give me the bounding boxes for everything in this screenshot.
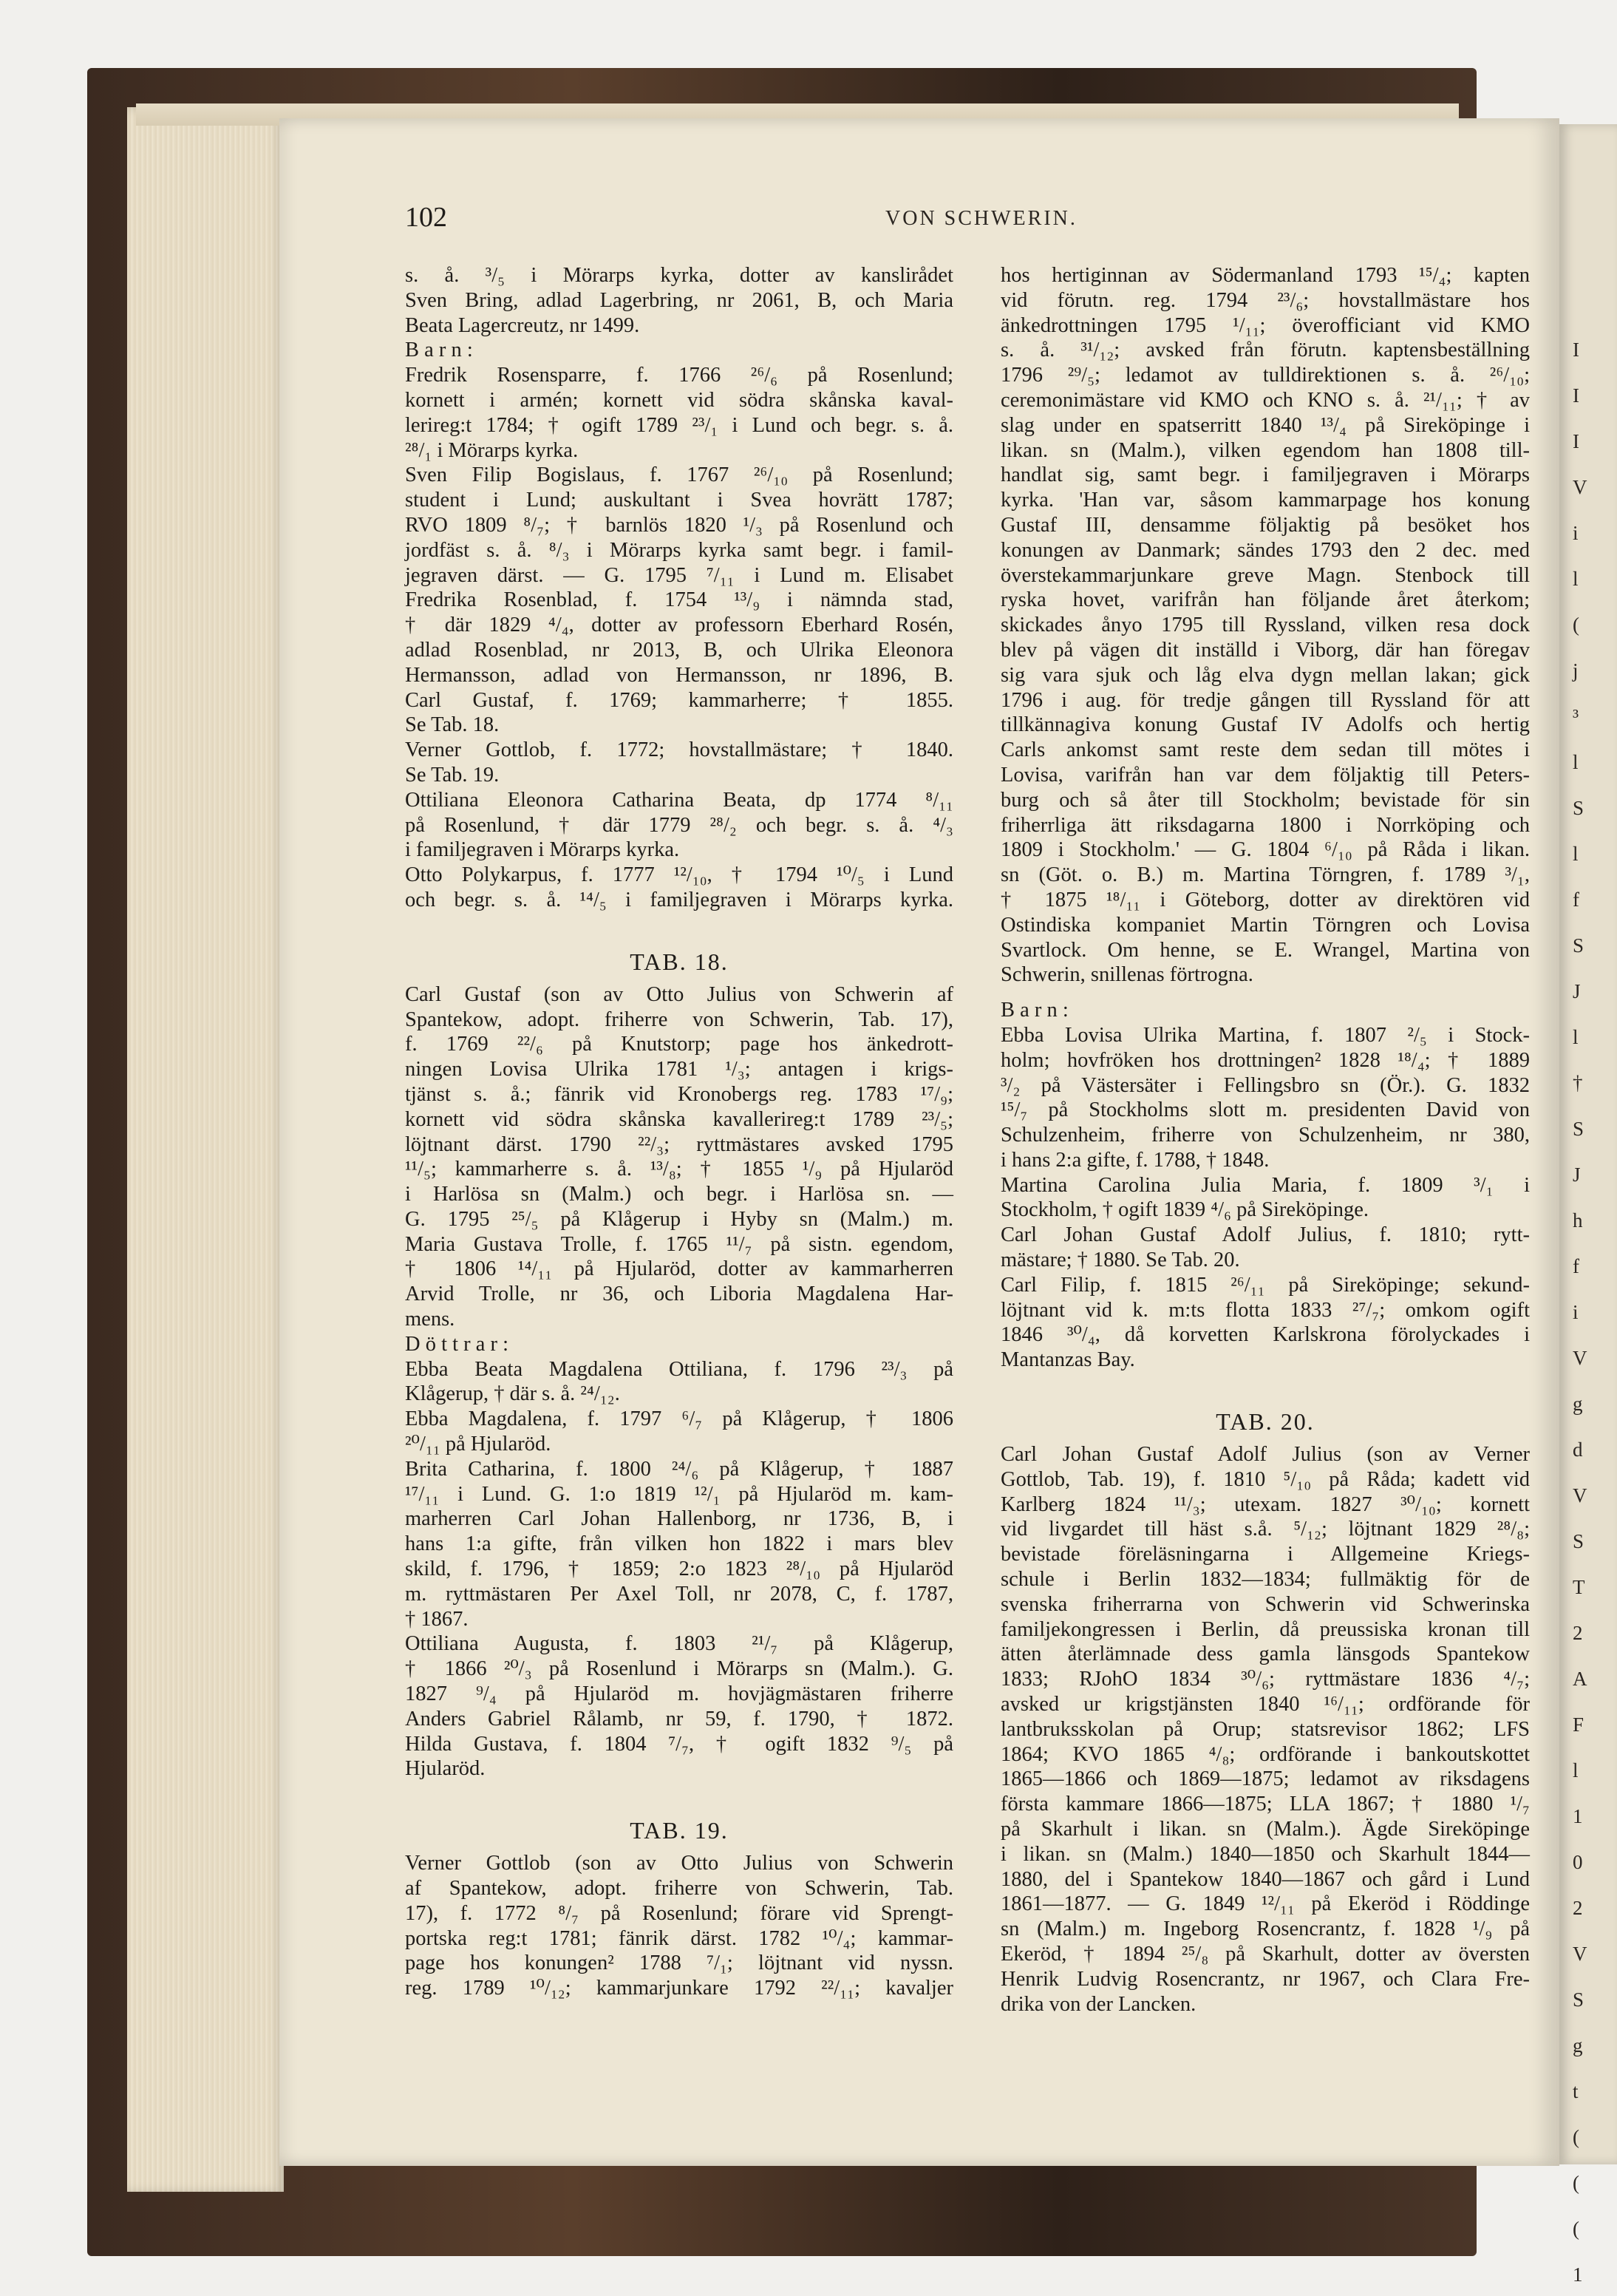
right-column-text-line: burg och så åter till Stockholm; bevistade för sin — [1001, 788, 1530, 812]
right-column-text-line: 1796 i aug. för tredje gången till Ryssland för att — [1001, 688, 1530, 712]
table-heading: TAB. 19. — [630, 1817, 729, 1844]
left-column-text-line: s. å. ³/₅ i Mörarps kyrka, dotter av kanslirådet — [405, 264, 953, 287]
left-column-text-line: Hermansson, adlad von Hermansson, nr 1896, B. — [405, 663, 953, 687]
left-column-text-line: Carl Gustaf (son av Otto Julius von Schwerin af — [405, 982, 953, 1006]
left-column-text-line: Otto Polykarpus, f. 1777 ¹²/₁₀, † 1794 ¹⁰/₅ i Lund — [405, 863, 953, 887]
edge-letter: f — [1573, 889, 1579, 911]
edge-letter: S — [1573, 934, 1584, 957]
left-column-text-line: Verner Gottlob, f. 1772; hovstallmästare; † 1840. — [405, 738, 953, 762]
edge-letter: V — [1573, 1943, 1587, 1965]
right-column-text-line: Henrik Ludvig Rosencrantz, nr 1967, och Clara Fre- — [1001, 1967, 1530, 1991]
edge-letter: I — [1573, 430, 1579, 452]
right-column-text-line: svenska friherrarna von Schwerin vid Schwerinska — [1001, 1592, 1530, 1616]
right-column-text-line: s. å. ³¹/₁₂; avsked från förutn. kaptensbeställning — [1001, 339, 1530, 362]
right-column-text-line: 1833; RJohO 1834 ³⁰/₆; ryttmästare 1836 ⁴/₇; — [1001, 1668, 1530, 1691]
next-page-edge — [1559, 124, 1617, 2286]
left-column-text-line: Arvid Trolle, nr 36, och Liboria Magdalena Har- — [405, 1283, 953, 1306]
right-column-text-line: 1861—1877. — G. 1849 ¹²/₁₁ på Ekeröd i Röddinge — [1001, 1892, 1530, 1916]
right-column-text-line: Stockholm, † ogift 1839 ⁴/₆ på Sireköpinge. — [1001, 1198, 1369, 1222]
right-column-text-line: löjtnant vid k. m:ts flotta 1833 ²⁷/₇; omkom ogift — [1001, 1298, 1530, 1322]
right-column-text-line: lantbruksskolan på Orup; statsrevisor 1862; LFS — [1001, 1717, 1530, 1741]
left-column-text-line: ningen Lovisa Ulrika 1781 ¹/₃; antagen i krigs- — [405, 1058, 953, 1081]
left-column-text-line: portska reg:t 1781; fänrik därst. 1782 ¹⁰/₄; kammar- — [405, 1926, 953, 1950]
edge-letter: V — [1573, 1484, 1587, 1507]
left-column-text-line: och begr. s. å. ¹⁴/₅ i familjegraven i Mörarps kyrka. — [405, 888, 953, 911]
left-column-text-line: jegraven därst. — G. 1795 ⁷/₁₁ i Lund m. Elisabet — [405, 563, 953, 587]
right-column-text-line: 1846 ³⁰/₄, då korvetten Karlskrona förolyckades i — [1001, 1323, 1530, 1347]
edge-letter: J — [1573, 1164, 1581, 1186]
edge-letter: ( — [1573, 2172, 1579, 2194]
left-column-text-line: Se Tab. 19. — [405, 763, 500, 787]
left-column-text-line: Beata Lagercreutz, nr 1499. — [405, 313, 640, 337]
right-column-text-line: överstekammarjunkare greve Magn. Stenbock till — [1001, 563, 1530, 587]
right-column-text-line: Martina Carolina Julia Maria, f. 1809 ³/₁ i — [1001, 1173, 1530, 1197]
right-column-text-line: Ekeröd, † 1894 ²⁵/₈ på Skarhult, dotter av översten — [1001, 1943, 1530, 1966]
section-gap — [405, 913, 953, 941]
edge-letter: S — [1573, 1118, 1584, 1140]
left-column-text-line: † där 1829 ⁴/₄, dotter av professorn Eberhard Rosén, — [405, 614, 953, 637]
right-column-text-line: änkedrottningen 1795 ¹/₁₁; överofficiant vid KMO — [1001, 313, 1530, 337]
edge-letter: V — [1573, 476, 1587, 498]
edge-letter: h — [1573, 1209, 1583, 1232]
page-header — [405, 201, 1528, 237]
page-number: 102 — [405, 202, 447, 233]
left-column-text-line: Sven Filip Bogislaus, f. 1767 ²⁶/₁₀ på Rosenlund; — [405, 463, 953, 487]
edge-letter: l — [1573, 1026, 1579, 1048]
left-column-text-line: adlad Rosenblad, nr 2013, B, och Ulrika Eleonora — [405, 638, 953, 662]
right-column-text-line: blev på vägen dit inställd i Viborg, där han föregav — [1001, 638, 1530, 662]
left-column-text-line: marherren Carl Johan Hallenborg, nr 1736, B, i — [405, 1507, 953, 1531]
right-column-text-line: familjekongressen i Berlin, då preussiska kronan till — [1001, 1617, 1530, 1641]
edge-letter: 1 — [1573, 2263, 1583, 2286]
right-column-text-line: i hans 2:a gifte, f. 1788, † 1848. — [1001, 1148, 1270, 1172]
right-column-text-line: Carl Johan Gustaf Adolf Julius, f. 1810; rytt- — [1001, 1223, 1530, 1247]
left-column-text-line: lerireg:t 1784; † ogift 1789 ²³/₁ i Lund och begr. s. å. — [405, 413, 953, 437]
left-column-text-line: D ö t t r a r : — [405, 1332, 509, 1356]
left-column — [405, 263, 953, 2001]
left-column-text-line: kornett vid södra skånska kavallerireg:t 1789 ²³/₅; — [405, 1107, 953, 1131]
left-column-text-line: i familjegraven i Mörarps kyrka. — [405, 838, 680, 862]
edge-letter: F — [1573, 1713, 1584, 1736]
right-column-text-line: Carl Filip, f. 1815 ²⁶/₁₁ på Sireköpinge; sekund- — [1001, 1273, 1530, 1297]
right-column-text-line: holm; hovfröken hos drottningen² 1828 ¹⁸/₄; † 1889 — [1001, 1048, 1530, 1072]
right-column-text-line: ryska hovet, varifrån han följande året återkom; — [1001, 588, 1530, 612]
left-column-text-line: Hjularöd. — [405, 1757, 486, 1781]
left-column-text-line: kornett i armén; kornett vid södra skånska kaval- — [405, 388, 953, 412]
right-column-text-line: sig vara sjuk och låg elva dygn mellan lakan; gick — [1001, 663, 1530, 687]
right-column-text-line: Svartlock. Om henne, se E. Wrangel, Martina von — [1001, 938, 1530, 962]
edge-letter: † — [1573, 1072, 1583, 1094]
right-column-text-line: slag under en spatserritt 1840 ¹³/₄ på Sireköpinge i — [1001, 413, 1530, 437]
left-column-text-line: Hilda Gustava, f. 1804 ⁷/₇, † ogift 1832 ⁹/₅ på — [405, 1732, 953, 1756]
edge-letter: T — [1573, 1576, 1585, 1598]
right-column-text-line: † 1875 ¹⁸/₁₁ i Göteborg, dotter av direktören vid — [1001, 888, 1530, 911]
right-column-text-line: Schulzenheim, friherre von Schulzenheim, nr 380, — [1001, 1124, 1530, 1147]
left-column-text-line: Fredrika Rosenblad, f. 1754 ¹³/₉ i nämnda stad, — [405, 588, 953, 612]
section-gap — [1001, 1373, 1530, 1401]
edge-letter: A — [1573, 1668, 1587, 1690]
right-column-text-line: ätten återlämnade dess gamla länsgods Spantekow — [1001, 1643, 1530, 1666]
paragraph-gap — [1001, 988, 1530, 998]
edge-letter: d — [1573, 1439, 1583, 1461]
edge-letter: t — [1573, 2080, 1579, 2102]
left-column-text-line: jordfäst s. å. ⁸/₃ i Mörarps kyrka samt begr. i famil- — [405, 538, 953, 562]
left-column-text-line: Brita Catharina, f. 1800 ²⁴/₆ på Klågerup, † 1887 — [405, 1457, 953, 1481]
edge-letter: ( — [1573, 2126, 1579, 2148]
right-column — [1001, 263, 1530, 2017]
right-column-text-line: skickades ånyo 1795 till Ryssland, vilken resa dock — [1001, 614, 1530, 637]
left-column-text-line: Ebba Beata Magdalena Ottiliana, f. 1796 ²³/₃ på — [405, 1357, 953, 1381]
right-column-text-line: 1809 i Stockholm.' — G. 1804 ⁶/₁₀ på Råda i likan. — [1001, 838, 1530, 862]
edge-letter: g — [1573, 1393, 1583, 1415]
right-column-text-line: kyrka. 'Han var, såsom kammarpage hos konung — [1001, 489, 1530, 512]
edge-letter: l — [1573, 751, 1579, 773]
right-column-text-line: B a r n : — [1001, 999, 1069, 1022]
left-column-text-line: Ottiliana Augusta, f. 1803 ²¹/₇ på Klågerup, — [405, 1632, 953, 1656]
right-column-text-line: Ebba Lovisa Ulrika Martina, f. 1807 ²/₅ i Stock- — [1001, 1023, 1530, 1047]
table-heading: TAB. 20. — [1216, 1408, 1315, 1436]
edge-letter: 1 — [1573, 1805, 1583, 1827]
right-column-text-line: ceremonimästare vid KMO och KNO s. å. ²¹/₁₁; † av — [1001, 388, 1530, 412]
left-column-text-line: † 1867. — [405, 1607, 469, 1631]
left-column-text-line: tjänst s. å.; fänrik vid Kronobergs reg. 1783 ¹⁷/₉; — [405, 1082, 953, 1106]
page-block-edges — [127, 107, 284, 2192]
left-column-text-line: Se Tab. 18. — [405, 713, 500, 737]
right-column-text-line: 1865—1866 och 1869—1875; ledamot av riksdagens — [1001, 1767, 1530, 1791]
edge-letter: 2 — [1573, 1897, 1583, 1919]
edge-letter: i — [1573, 522, 1579, 544]
right-column-text-line: bevistade föreläsningarna i Allgemeine Kriegs- — [1001, 1543, 1530, 1566]
right-column-text-line: ¹⁵/₇ på Stockholms slott m. presidenten David von — [1001, 1098, 1530, 1122]
right-column-text-line: Gustaf III, densamme följaktig på besöket hos — [1001, 513, 1530, 537]
edge-letter: ( — [1573, 614, 1579, 636]
left-column-text-line: hans 1:a gifte, från vilken hon 1822 i mars blev — [405, 1532, 953, 1556]
right-column-text-line: Lovisa, varifrån han var dem följaktig till Peters- — [1001, 763, 1530, 787]
edge-letter: S — [1573, 797, 1584, 819]
right-column-text-line: 1864; KVO 1865 ⁴/₈; ordförande i bankoutskottet — [1001, 1742, 1530, 1766]
left-column-text-line: Sven Bring, adlad Lagerbring, nr 2061, B, och Maria — [405, 288, 953, 312]
right-column-text-line: mästare; † 1880. Se Tab. 20. — [1001, 1249, 1240, 1272]
right-column-text-line: sn (Malm.) m. Ingeborg Rosencrantz, f. 1828 ¹/₉ på — [1001, 1918, 1530, 1941]
table-heading: TAB. 18. — [630, 948, 729, 975]
edge-letter: 2 — [1573, 1622, 1583, 1644]
edge-letter: l — [1573, 1759, 1579, 1782]
right-column-text-line: tillkännagiva konung Gustaf IV Adolfs och hertig — [1001, 713, 1530, 737]
left-column-text-line: skild, f. 1796, † 1859; 2:o 1823 ²⁸/₁₀ på Hjularöd — [405, 1558, 953, 1581]
right-column-text-line: Schwerin, snillenas förtrogna. — [1001, 963, 1253, 987]
edge-letter: f — [1573, 1255, 1579, 1277]
left-column-text-line: 17), f. 1772 ⁸/₇ på Rosenlund; förare vid Sprengt- — [405, 1901, 953, 1925]
left-column-text-line: Ebba Magdalena, f. 1797 ⁶/₇ på Klågerup, † 1806 — [405, 1407, 953, 1431]
left-column-text-line: G. 1795 ²⁵/₅ på Klågerup i Hyby sn (Malm.) m. — [405, 1207, 953, 1231]
edge-letter: l — [1573, 568, 1579, 590]
left-column-text-line: Klågerup, † där s. å. ²⁴/₁₂. — [405, 1382, 620, 1406]
edge-letter: i — [1573, 1301, 1579, 1323]
left-column-text-line: ¹¹/₅; kammarherre s. å. ¹³/₈; † 1855 ¹/₉ på Hjularöd — [405, 1158, 953, 1181]
left-column-text-line: student i Lund; auskultant i Svea hovrätt 1787; — [405, 489, 953, 512]
left-column-text-line: löjtnant därst. 1790 ²²/₃; ryttmästares avsked 1795 — [405, 1132, 953, 1156]
right-column-text-line: Karlberg 1824 ¹¹/₃; utexam. 1827 ³⁰/₁₀; kornett — [1001, 1492, 1530, 1516]
edge-letter: l — [1573, 843, 1579, 865]
right-column-text-line: Carl Johan Gustaf Adolf Julius (son av Verner — [1001, 1443, 1530, 1467]
edge-letter: ( — [1573, 2218, 1579, 2240]
section-gap — [405, 1782, 953, 1810]
edge-letter: S — [1573, 1988, 1584, 2011]
left-column-text-line: ²⁰/₁₁ på Hjularöd. — [405, 1433, 551, 1456]
left-column-text-line: † 1806 ¹⁴/₁₁ på Hjularöd, dotter av kammarherren — [405, 1257, 953, 1281]
right-column-text-line: schule i Berlin 1832—1834; fullmäktig för de — [1001, 1568, 1530, 1592]
right-column-text-line: konungen av Danmark; sändes 1793 den 2 dec. med — [1001, 538, 1530, 562]
right-column-text-line: handlat sig, samt begr. i familjegraven i Mörarps — [1001, 463, 1530, 487]
left-column-text-line: af Spantekow, adopt. friherre von Schwerin, Tab. — [405, 1877, 953, 1901]
right-column-text-line: hos hertiginnan av Södermanland 1793 ¹⁵/₄; kapten — [1001, 264, 1530, 287]
left-column-text-line: ²⁸/₁ i Mörarps kyrka. — [405, 438, 579, 462]
left-column-text-line: f. 1769 ²²/₆ på Knutstorp; page hos änkedrott- — [405, 1033, 953, 1056]
right-column-text-line: drika von der Lancken. — [1001, 1992, 1196, 2016]
right-column-text-line: på Skarhult i likan. sn (Malm.). Ägde Sireköpinge — [1001, 1818, 1530, 1841]
left-column-text-line: Carl Gustaf, f. 1769; kammarherre; † 1855. — [405, 688, 953, 712]
left-column-text-line: på Rosenlund, † där 1779 ²⁸/₂ och begr. s. å. ⁴/₃ — [405, 813, 953, 837]
right-column-text-line: friherrliga ätt riksdagarna 1800 i Norrköping och — [1001, 813, 1530, 837]
left-column-text-line: † 1866 ²⁰/₃ på Rosenlund i Mörarps sn (Malm.). G. — [405, 1657, 953, 1681]
right-column-text-line: vid förutn. reg. 1794 ²³/₆; hovstallmästare hos — [1001, 288, 1530, 312]
edge-letter: g — [1573, 2034, 1583, 2056]
right-column-text-line: 1880, del i Spantekow 1840—1867 och gård i Lund — [1001, 1867, 1530, 1891]
left-column-text-line: Verner Gottlob (son av Otto Julius von Schwerin — [405, 1852, 953, 1875]
left-column-text-line: RVO 1809 ⁸/₇; † barnlös 1820 ¹/₃ på Rosenlund och — [405, 513, 953, 537]
left-column-text-line: Ottiliana Eleonora Catharina Beata, dp 1774 ⁸/₁₁ — [405, 788, 953, 812]
right-column-text-line: vid livgardet till häst s.å. ⁵/₁₂; löjtnant 1829 ²⁸/₈; — [1001, 1518, 1530, 1541]
right-column-text-line: avsked ur krigstjänsten 1840 ¹⁶/₁₁; ordförande för — [1001, 1693, 1530, 1716]
right-column-text-line: Mantanzas Bay. — [1001, 1348, 1135, 1372]
right-column-text-line: 1796 ²⁹/₅; ledamot av tulldirektionen s. å. ²⁶/₁₀; — [1001, 364, 1530, 387]
right-column-text-line: ³/₂ på Västersäter i Fellingsbro sn (Ör.). G. 1832 — [1001, 1073, 1530, 1097]
left-column-text-line: B a r n : — [405, 339, 473, 362]
edge-letter: I — [1573, 339, 1579, 361]
edge-letter: J — [1573, 980, 1581, 1002]
right-column-text-line: Carls ankomst samt reste dem sedan till mötes i — [1001, 738, 1530, 762]
edge-letter: V — [1573, 1347, 1587, 1369]
left-column-text-line: 1827 ⁹/₄ på Hjularöd m. hovjägmästaren friherre — [405, 1682, 953, 1706]
left-column-text-line: m. ryttmästaren Per Axel Toll, nr 2078, C, f. 1787, — [405, 1582, 953, 1606]
left-column-text-line: mens. — [405, 1308, 455, 1331]
left-column-text-line: i Harlösa sn (Malm.) och begr. i Harlösa sn. — — [405, 1183, 953, 1206]
right-column-text-line: sn (Göt. o. B.) m. Martina Törngren, f. 1789 ³/₁, — [1001, 863, 1530, 887]
edge-letter: S — [1573, 1530, 1584, 1552]
right-column-text-line: Gottlob, Tab. 19), f. 1810 ⁵/₁₀ på Råda; kadett vid — [1001, 1467, 1530, 1491]
edge-letter: I — [1573, 384, 1579, 407]
left-column-text-line: reg. 1789 ¹⁰/₁₂; kammarjunkare 1792 ²²/₁₁; kavaljer — [405, 1977, 953, 2000]
left-column-text-line: page hos konungen² 1788 ⁷/₁; löjtnant vid nyssn. — [405, 1952, 953, 1975]
right-column-text-line: Ostindiska kompaniet Martin Törngren och Lovisa — [1001, 913, 1530, 937]
edge-letter: j — [1573, 659, 1579, 682]
running-head: VON SCHWERIN. — [885, 207, 1078, 230]
right-column-text-line: likan. sn (Malm.), vilken egendom han 1808 till- — [1001, 438, 1530, 462]
right-column-text-line: i likan. sn (Malm.) 1840—1850 och Skarhult 1844— — [1001, 1842, 1530, 1866]
left-column-text-line: ¹⁷/₁₁ i Lund. G. 1:o 1819 ¹²/₁ på Hjularöd m. kam- — [405, 1482, 953, 1506]
edge-letter: ³ — [1573, 705, 1579, 727]
left-column-text-line: Fredrik Rosensparre, f. 1766 ²⁶/₆ på Rosenlund; — [405, 364, 953, 387]
right-column-text-line: första kammare 1866—1875; LLA 1867; † 1880 ¹/₇ — [1001, 1793, 1530, 1816]
left-column-text-line: Anders Gabriel Rålamb, nr 59, f. 1790, † 1872. — [405, 1707, 953, 1731]
edge-letter: 0 — [1573, 1851, 1583, 1873]
left-column-text-line: Spantekow, adopt. friherre von Schwerin, Tab. 17), — [405, 1008, 953, 1031]
left-column-text-line: Maria Gustava Trolle, f. 1765 ¹¹/₇ på sistn. egendom, — [405, 1232, 953, 1256]
